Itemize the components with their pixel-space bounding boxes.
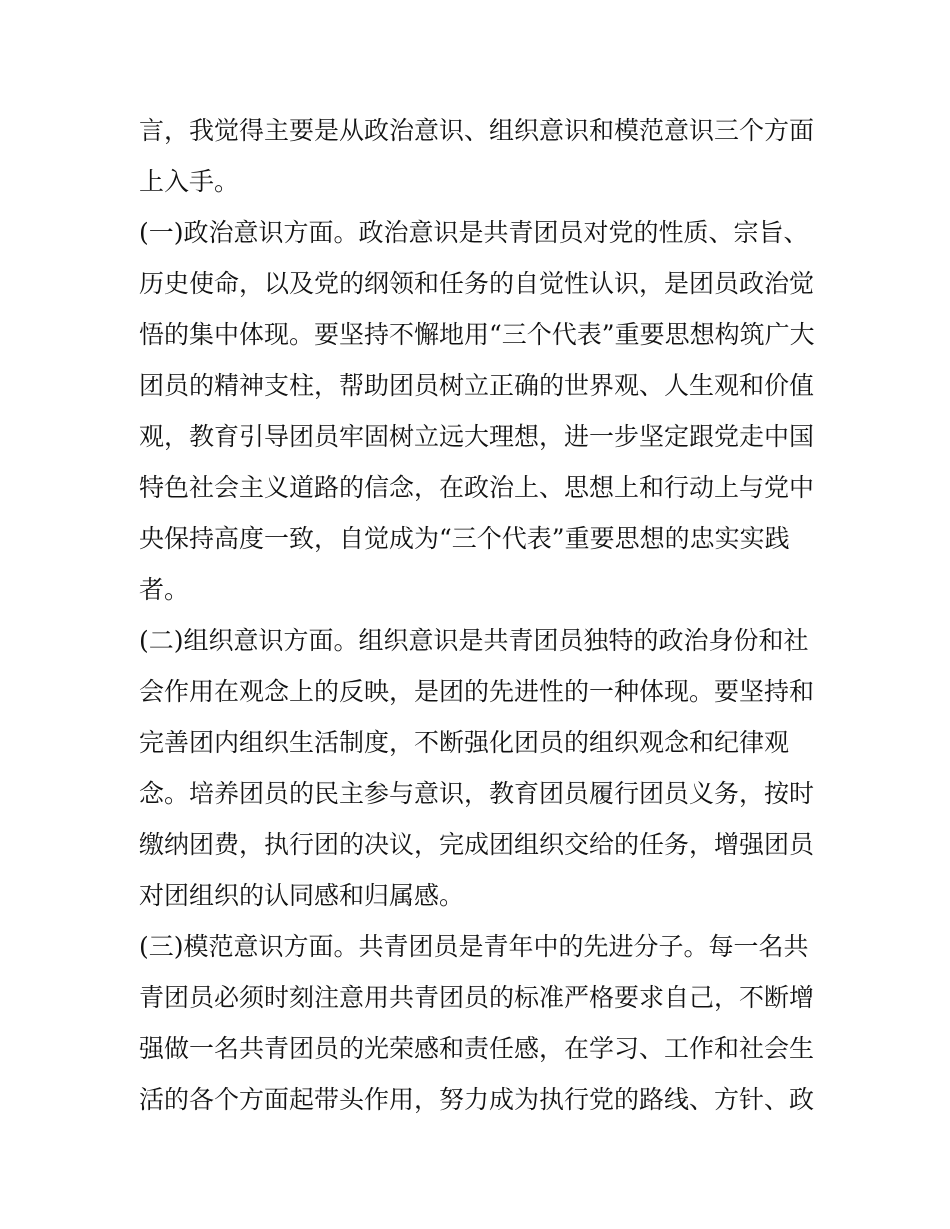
- text-line: (一)政治意识方面。政治意识是共青团员对党的性质、宗旨、: [139, 218, 809, 247]
- text-line: 上入手。: [139, 167, 240, 196]
- text-line: 言，我觉得主要是从政治意识、组织意识和模范意识三个方面: [139, 116, 815, 145]
- text-line: 特色社会主义道路的信念，在政治上、思想上和行动上与党中: [139, 473, 815, 502]
- text-line: 缴纳团费，执行团的决议，完成团组织交给的任务，增强团员: [139, 830, 815, 859]
- text-line: 央保持高度一致，自觉成为“三个代表”重要思想的忠实实践: [139, 524, 790, 553]
- text-line: 者。: [139, 575, 190, 604]
- text-line: 会作用在观念上的反映，是团的先进性的一种体现。要坚持和: [139, 677, 815, 706]
- text-line: (二)组织意识方面。组织意识是共青团员独特的政治身份和社: [139, 626, 809, 655]
- text-line: 完善团内组织生活制度，不断强化团员的组织观念和纪律观: [139, 728, 790, 757]
- text-line: 青团员必须时刻注意用共青团员的标准严格要求自己，不断增: [139, 983, 815, 1012]
- text-line: 念。培养团员的民主参与意识，教育团员履行团员义务，按时: [139, 779, 815, 808]
- body-text: [139, 105, 819, 1125]
- text-line: 历史使命，以及党的纲领和任务的自觉性认识，是团员政治觉: [139, 269, 815, 298]
- text-line: 团员的精神支柱，帮助团员树立正确的世界观、人生观和价值: [139, 371, 815, 400]
- text-line: 强做一名共青团员的光荣感和责任感，在学习、工作和社会生: [139, 1034, 815, 1063]
- text-line: 悟的集中体现。要坚持不懈地用“三个代表”重要思想构筑广大: [139, 320, 815, 349]
- text-line: (三)模范意识方面。共青团员是青年中的先进分子。每一名共: [139, 932, 809, 961]
- text-line: 活的各个方面起带头作用，努力成为执行党的路线、方针、政: [139, 1085, 815, 1114]
- text-line: 对团组织的认同感和归属感。: [139, 881, 465, 910]
- text-line: 观，教育引导团员牢固树立远大理想，进一步坚定跟党走中国: [139, 422, 815, 451]
